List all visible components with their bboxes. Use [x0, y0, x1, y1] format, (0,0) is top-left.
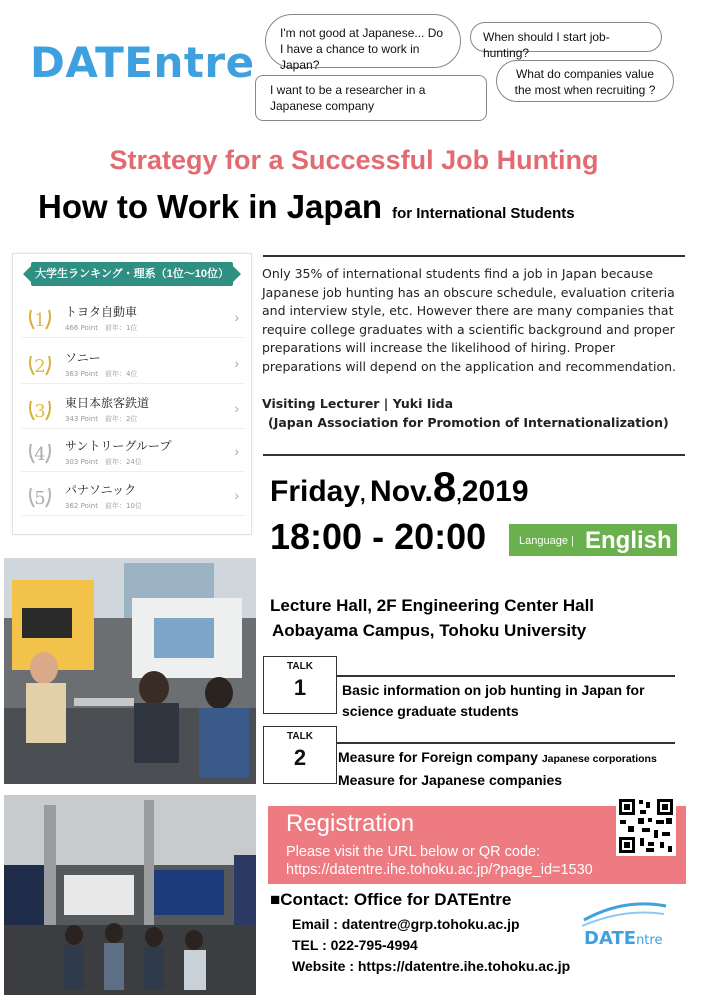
date-sep: ,	[360, 484, 366, 506]
venue-line-1: Lecture Hall, 2F Engineering Center Hall	[270, 596, 595, 615]
talk-2-line1	[338, 747, 657, 770]
lecturer: Visiting Lecturer | Yuki Iida	[262, 396, 454, 411]
talk-1-line	[337, 675, 675, 677]
registration-url[interactable]: https://datentre.ihe.tohoku.ac.jp/?page_id=1530	[286, 862, 593, 878]
chevron-right-icon: ›	[234, 309, 239, 325]
contact-tel: TEL : 022-795-4994	[292, 937, 418, 953]
chevron-right-icon: ›	[234, 443, 239, 459]
svg-text:1: 1	[34, 310, 46, 331]
ranking-name: 東日本旅客鉄道	[65, 396, 150, 410]
ranking-name: トヨタ自動車	[65, 305, 138, 319]
registration-heading: Registration	[286, 810, 415, 837]
talk-number: 2	[293, 745, 307, 770]
ranking-points: 363 Point 前年：4位	[65, 370, 138, 378]
chevron-right-icon: ›	[234, 355, 239, 371]
main-title	[38, 188, 575, 226]
chevron-right-icon: ›	[234, 400, 239, 416]
event-time: 18:00 - 20:00	[270, 516, 487, 557]
datentre-logo: DATEntre	[30, 38, 255, 87]
talk-2-line1a: Measure for Foreign company	[338, 749, 538, 765]
language-value: English	[585, 527, 672, 554]
ranking-name: ソニー	[65, 351, 101, 365]
date-day: 8	[432, 463, 457, 510]
datentre-small-logo	[578, 898, 670, 948]
speech-bubble-value: What do companies value the most when recruiting ?	[496, 60, 674, 102]
svg-text:3: 3	[34, 401, 46, 422]
qr-code-icon[interactable]	[616, 796, 676, 856]
main-title-for: for International Students	[392, 205, 575, 222]
date-sep: ,	[456, 484, 462, 506]
ranking-card	[12, 253, 252, 535]
career-fair-photo-1	[4, 558, 256, 784]
talk-2-box	[263, 726, 337, 784]
ranking-points: 303 Point 前年：24位	[65, 458, 142, 466]
talk-2-line1b: Japanese corporations	[541, 753, 657, 765]
registration-box	[268, 806, 686, 884]
language-badge	[509, 524, 677, 556]
svg-text:5: 5	[34, 488, 46, 509]
laurel-medal-icon	[27, 304, 53, 334]
laurel-medal-icon	[27, 395, 53, 425]
talk-1-text	[342, 680, 645, 722]
speech-bubble-when: When should I start job-hunting?	[470, 22, 662, 52]
divider-middle	[263, 454, 685, 456]
venue-line-2: Aobayama Campus, Tohoku University	[272, 621, 587, 640]
contact-email[interactable]: Email : datentre@grp.tohoku.ac.jp	[292, 916, 520, 932]
talk-2-line	[337, 742, 675, 744]
ranking-points: 466 Point 前年：1位	[65, 324, 138, 332]
event-date	[270, 463, 529, 511]
logo2-text: DATEntre	[584, 928, 663, 948]
talk-1-line1: Basic information on job hunting in Japan for	[342, 682, 645, 698]
association: (Japan Association for Promotion of Internationalization)	[268, 415, 669, 430]
svg-text:4: 4	[34, 444, 46, 465]
ranking-points: 343 Point 前年：2位	[65, 415, 138, 423]
language-label: Language |	[519, 535, 574, 547]
description: Only 35% of international students find a job in Japan because Japanese job hunting has an obscure schedule, evaluation criteria and interview style, etc. However there are many companies that require college graduates with a scientific background and proper preparations will increase the likelihood of hiring. Proper preparations will depend on the application and recommendation.	[262, 266, 677, 374]
date-year: 2019	[461, 475, 529, 508]
contact-heading: ■Contact: Office for DATEntre	[270, 890, 512, 909]
subtitle: Strategy for a Successful Job Hunting	[109, 145, 599, 175]
ranking-item	[21, 300, 245, 338]
talk-number: 1	[293, 675, 307, 700]
talk-1-line2: science graduate students	[342, 703, 519, 719]
ranking-points: 362 Point 前年：10位	[65, 502, 142, 510]
main-title-text: How to Work in Japan	[38, 188, 383, 225]
registration-line-1: Please visit the URL below or QR code:	[286, 844, 541, 860]
date-month: Nov.	[370, 475, 433, 508]
ranking-item	[21, 346, 245, 384]
divider-top	[263, 255, 685, 257]
talk-label: TALK	[287, 661, 313, 672]
svg-text:2: 2	[34, 356, 46, 377]
talk-2-line2: Measure for Japanese companies	[338, 772, 563, 788]
ranking-name: サントリーグループ	[65, 439, 172, 453]
date-weekday: Friday	[270, 475, 361, 508]
ranking-name: パナソニック	[65, 483, 137, 497]
talk-1-box	[263, 656, 337, 714]
career-fair-photo-2	[4, 795, 256, 995]
ranking-item	[21, 391, 245, 429]
laurel-medal-icon	[27, 438, 53, 468]
laurel-medal-icon	[27, 350, 53, 380]
speech-bubble-japanese: I'm not good at Japanese... Do I have a chance to work in Japan?	[265, 14, 461, 68]
ranking-item	[21, 434, 245, 472]
talk-label: TALK	[287, 731, 313, 742]
speech-bubble-researcher: I want to be a researcher in a Japanese company	[255, 75, 487, 121]
ranking-header: 大学生ランキング・理系（1位〜10位）	[31, 262, 233, 286]
ranking-item	[21, 478, 245, 516]
talk-2-text	[338, 747, 657, 791]
contact-website[interactable]: Website : https://datentre.ihe.tohoku.ac.jp	[292, 958, 571, 974]
chevron-right-icon: ›	[234, 487, 239, 503]
laurel-medal-icon	[27, 482, 53, 512]
